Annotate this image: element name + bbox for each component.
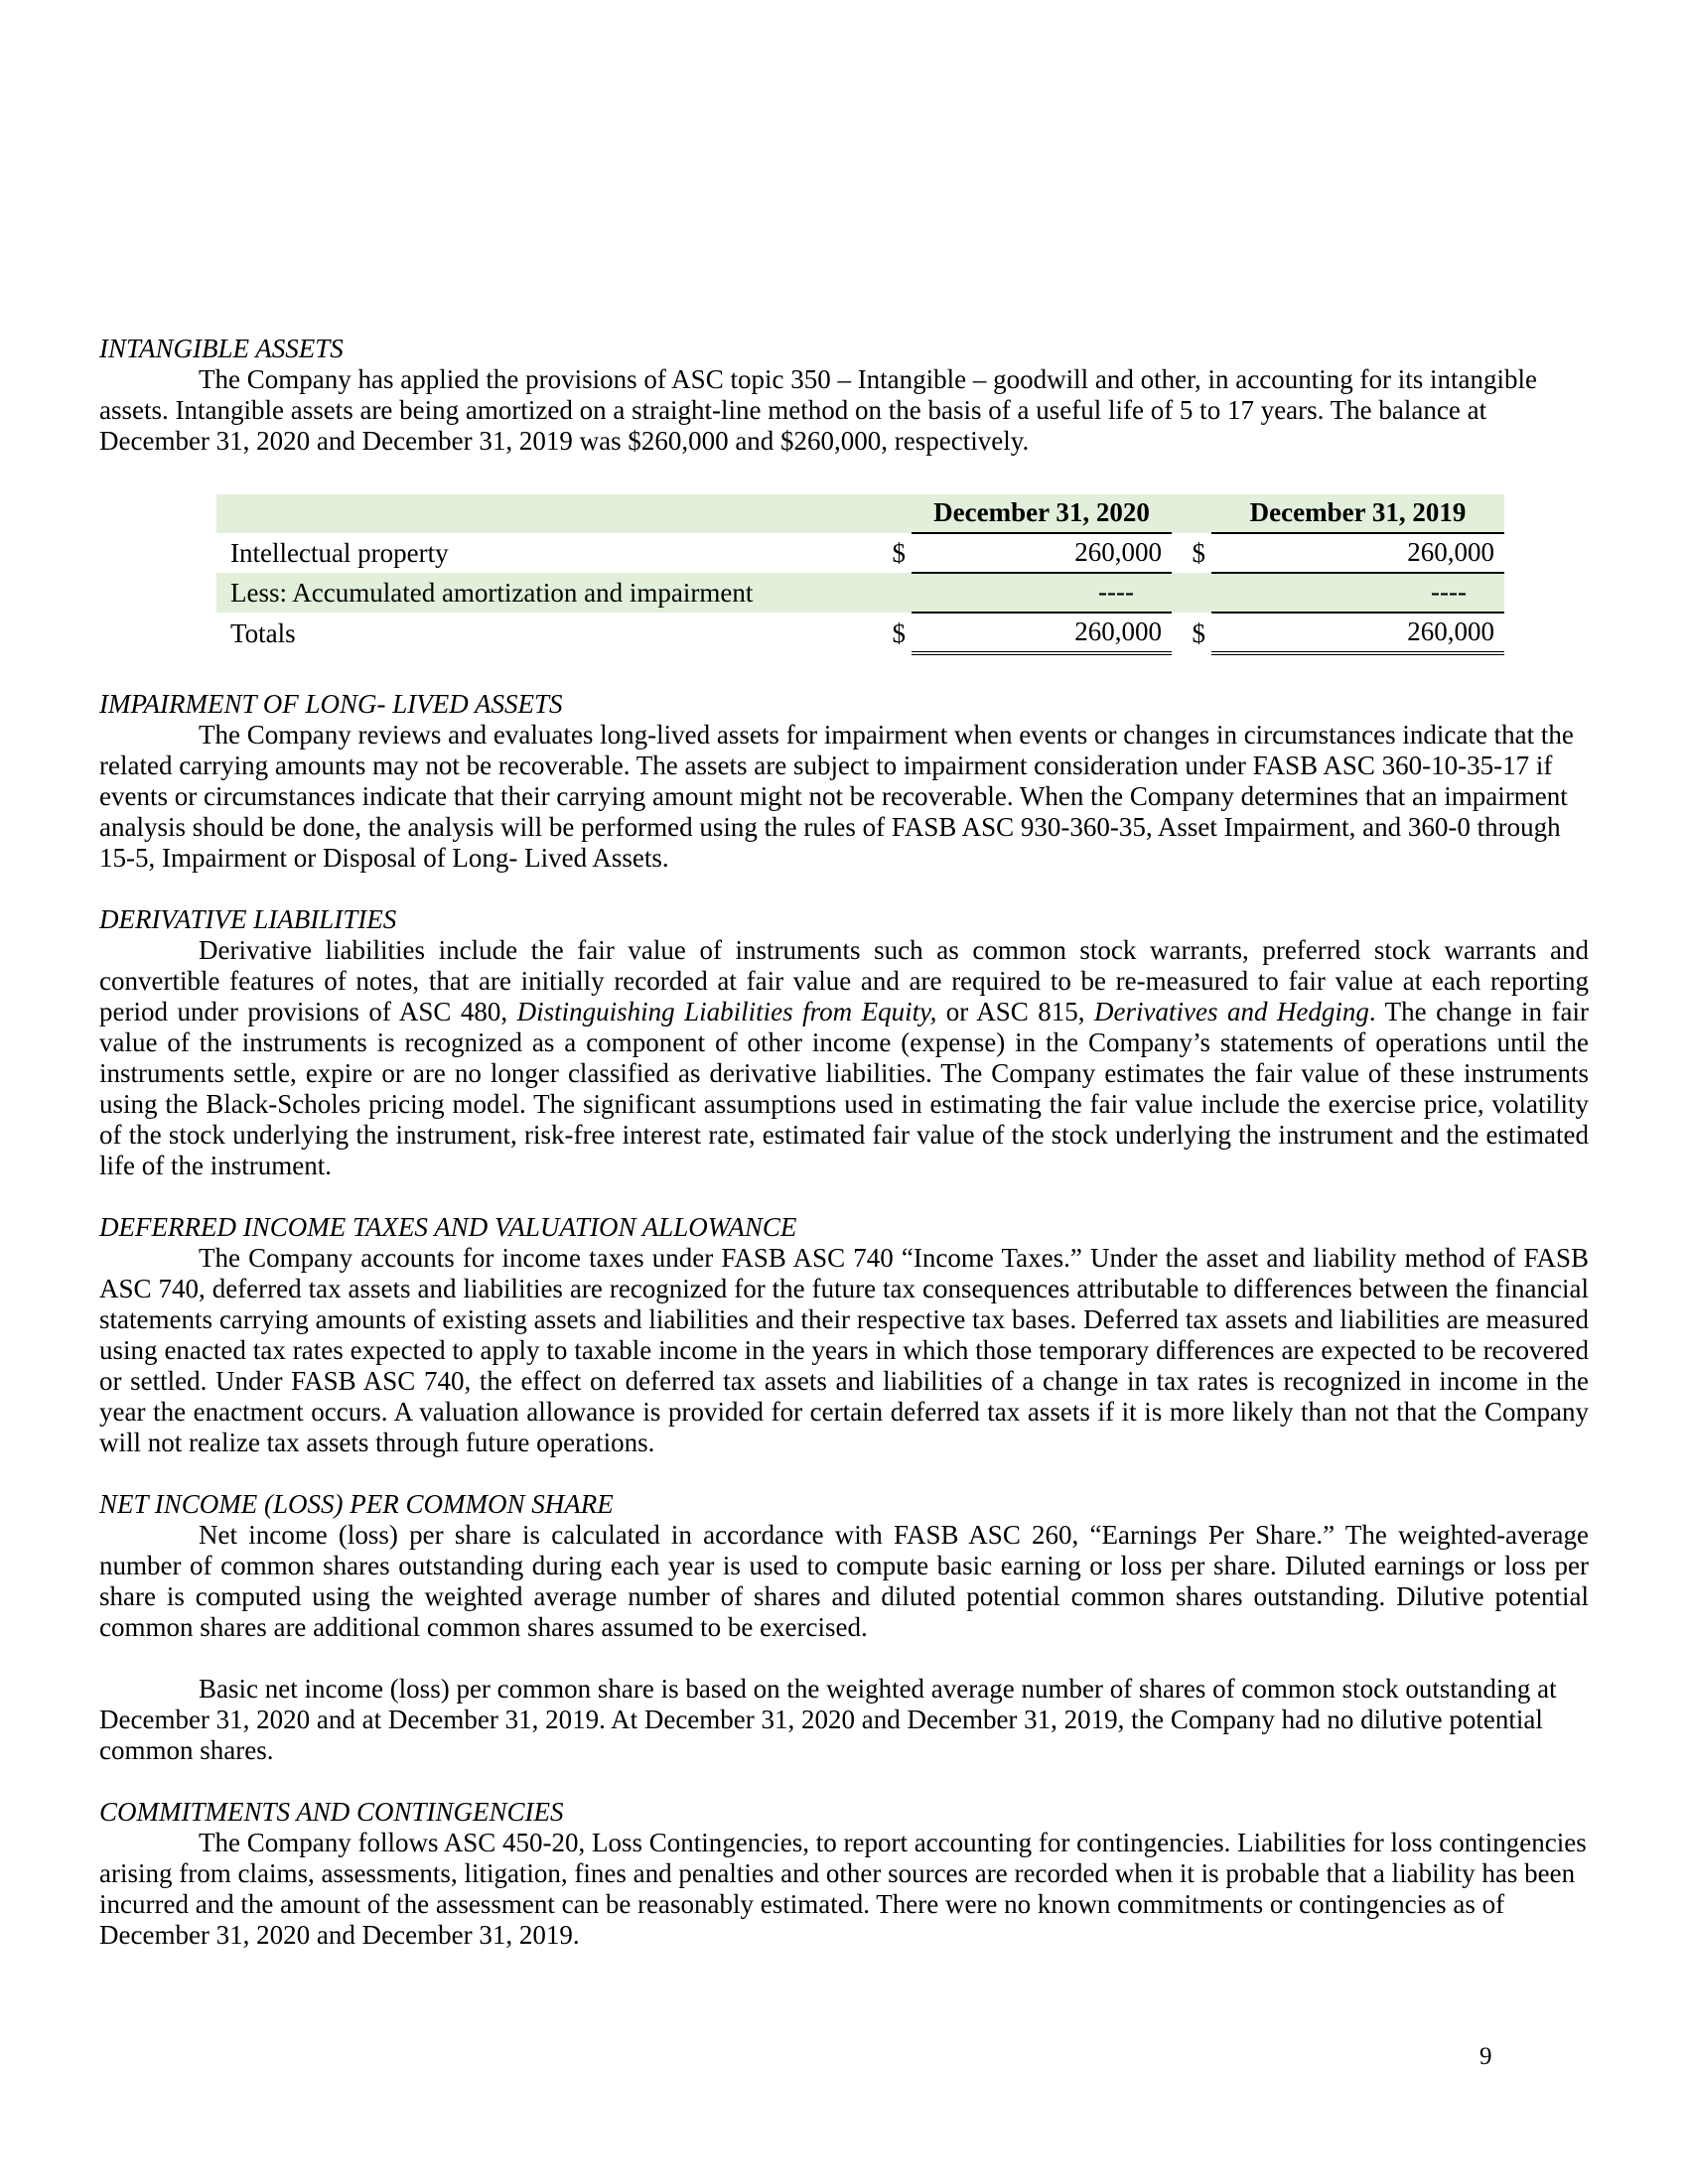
paragraph-commitments: The Company follows ASC 450-20, Loss Contingencies, to report accounting for contingencies. Liabilities for loss contingencies arising from claims, assessments, litigation, fines and penalties and other sources are recorded when it is probable that a liability has been incurred and the amount of the assessment can be reasonably estimated. There were no known commitments or contingencies as of December 31, 2020 and December 31, 2019. xyxy=(99,1828,1587,1950)
column-header-2020: December 31, 2020 xyxy=(912,494,1172,533)
row-label: Totals xyxy=(230,618,296,648)
row-label: Intellectual property xyxy=(230,538,449,568)
amount-2019: 260,000 xyxy=(1211,613,1504,653)
paragraph-net-income-1: Net income (loss) per share is calculated in accordance with FASB ASC 260, “Earnings Per Share.” The weighted-average number of common shares outstanding during each year is used to compute basic earning or loss per share. Diluted earnings or loss per share is computed using the weighted average number of shares and diluted potential common shares outstanding. Dilutive potential common shares are additional common shares assumed to be exercised. xyxy=(99,1520,1589,1642)
column-header-2019: December 31, 2019 xyxy=(1211,494,1504,533)
section-impairment xyxy=(99,689,1589,874)
amount-2020: 260,000 xyxy=(912,533,1172,573)
currency-symbol: $ xyxy=(892,538,906,568)
currency-symbol: $ xyxy=(1192,618,1205,648)
amount-2020: ---- xyxy=(912,573,1172,613)
text-segment-italic: Distinguishing Liabilities from Equity, xyxy=(516,997,937,1026)
currency-symbol xyxy=(1172,573,1211,613)
text-segment: . The change in fair value of the instruments is recognized as a component of other income (expense) in the Company’s statements of operations until the instruments settle, expire or are no longer classified as derivative liabilities. The Company estimates the fair value of these instruments using the Black-Scholes pricing model. The significant assumptions used in estimating the fair value include the exercise price, volatility of the stock underlying the instrument, risk-free interest rate, estimated fair value of the stock underlying the instrument and the estimated life of the instrument. xyxy=(99,997,1589,1180)
table-row-less-accumulated-amortization xyxy=(216,573,1504,613)
intangible-assets-table xyxy=(216,494,1504,655)
row-label: Less: Accumulated amortization and impairment xyxy=(230,578,754,608)
currency-symbol: $ xyxy=(1192,538,1205,568)
section-heading-intangible-assets: INTANGIBLE ASSETS xyxy=(99,334,344,363)
paragraph-impairment: The Company reviews and evaluates long-lived assets for impairment when events or changes in circumstances indicate that the related carrying amounts may not be recoverable. The assets are subject to impairment consideration under FASB ASC 360-10-35-17 if events or circumstances indicate that their carrying amount might not be recoverable. When the Company determines that an impairment analysis should be done, the analysis will be performed using the rules of FASB ASC 930-360-35, Asset Impairment, and 360-0 through 15-5, Impairment or Disposal of Long- Lived Assets. xyxy=(99,720,1574,873)
text-segment: Derivative liabilities include the fair value of instruments such as common stock warrants, preferred stock warrants and convertible features of notes, that are initially recorded at fair value and are required to be re-measured to fair value at each reporting period under provisions of ASC 480, xyxy=(99,935,1589,1026)
currency-symbol xyxy=(877,573,912,613)
text-segment: or ASC 815, xyxy=(936,997,1095,1026)
section-derivative-liabilities xyxy=(99,904,1589,1181)
section-intangible-assets xyxy=(99,334,1589,457)
table-row-totals xyxy=(216,613,1504,653)
currency-symbol: $ xyxy=(892,618,906,648)
page-number: 9 xyxy=(1479,2043,1492,2070)
amount-2020: 260,000 xyxy=(912,613,1172,653)
paragraph-derivative-liabilities xyxy=(99,935,1589,1181)
table-row-intellectual-property xyxy=(216,533,1504,573)
section-heading-net-income-per-share: NET INCOME (LOSS) PER COMMON SHARE xyxy=(99,1489,614,1519)
paragraph-intangible-assets: The Company has applied the provisions of ASC topic 350 – Intangible – goodwill and other, in accounting for its intangible assets. Intangible assets are being amortized on a straight-line method on the basis of a useful life of 5 to 17 years. The balance at December 31, 2020 and December 31, 2019 was $260,000 and $260,000, respectively. xyxy=(99,364,1537,456)
text-segment-italic: Derivatives and Hedging xyxy=(1094,997,1369,1026)
amount-2019: ---- xyxy=(1211,573,1504,613)
section-commitments xyxy=(99,1797,1589,1951)
empty-header-cell xyxy=(216,494,877,533)
empty-header-cell xyxy=(1172,494,1211,533)
section-heading-commitments: COMMITMENTS AND CONTINGENCIES xyxy=(99,1797,564,1827)
amount-2019: 260,000 xyxy=(1211,533,1504,573)
section-deferred-income-taxes xyxy=(99,1212,1589,1458)
paragraph-deferred-income-taxes: The Company accounts for income taxes under FASB ASC 740 “Income Taxes.” Under the asset and liability method of FASB ASC 740, deferred tax assets and liabilities are recognized for the future tax consequences attributable to differences between the financial statements carrying amounts of existing assets and liabilities and their respective tax bases. Deferred tax assets and liabilities are measured using enacted tax rates expected to apply to taxable income in the years in which those temporary differences are expected to be recovered or settled. Under FASB ASC 740, the effect on deferred tax assets and liabilities of a change in tax rates is recognized in income in the year the enactment occurs. A valuation allowance is provided for certain deferred tax assets if it is more likely than not that the Company will not realize tax assets through future operations. xyxy=(99,1243,1589,1457)
table-header-row xyxy=(216,494,1504,533)
section-heading-derivative-liabilities: DERIVATIVE LIABILITIES xyxy=(99,904,397,934)
section-heading-deferred-income-taxes: DEFERRED INCOME TAXES AND VALUATION ALLOWANCE xyxy=(99,1212,797,1242)
section-net-income-per-share xyxy=(99,1489,1589,1766)
empty-header-cell xyxy=(877,494,912,533)
paragraph-net-income-2: Basic net income (loss) per common share is based on the weighted average number of shares of common stock outstanding at December 31, 2020 and at December 31, 2019. At December 31, 2020 and December 31, 2019, the Company had no dilutive potential common shares. xyxy=(99,1674,1557,1765)
section-heading-impairment: IMPAIRMENT OF LONG- LIVED ASSETS xyxy=(99,689,563,719)
